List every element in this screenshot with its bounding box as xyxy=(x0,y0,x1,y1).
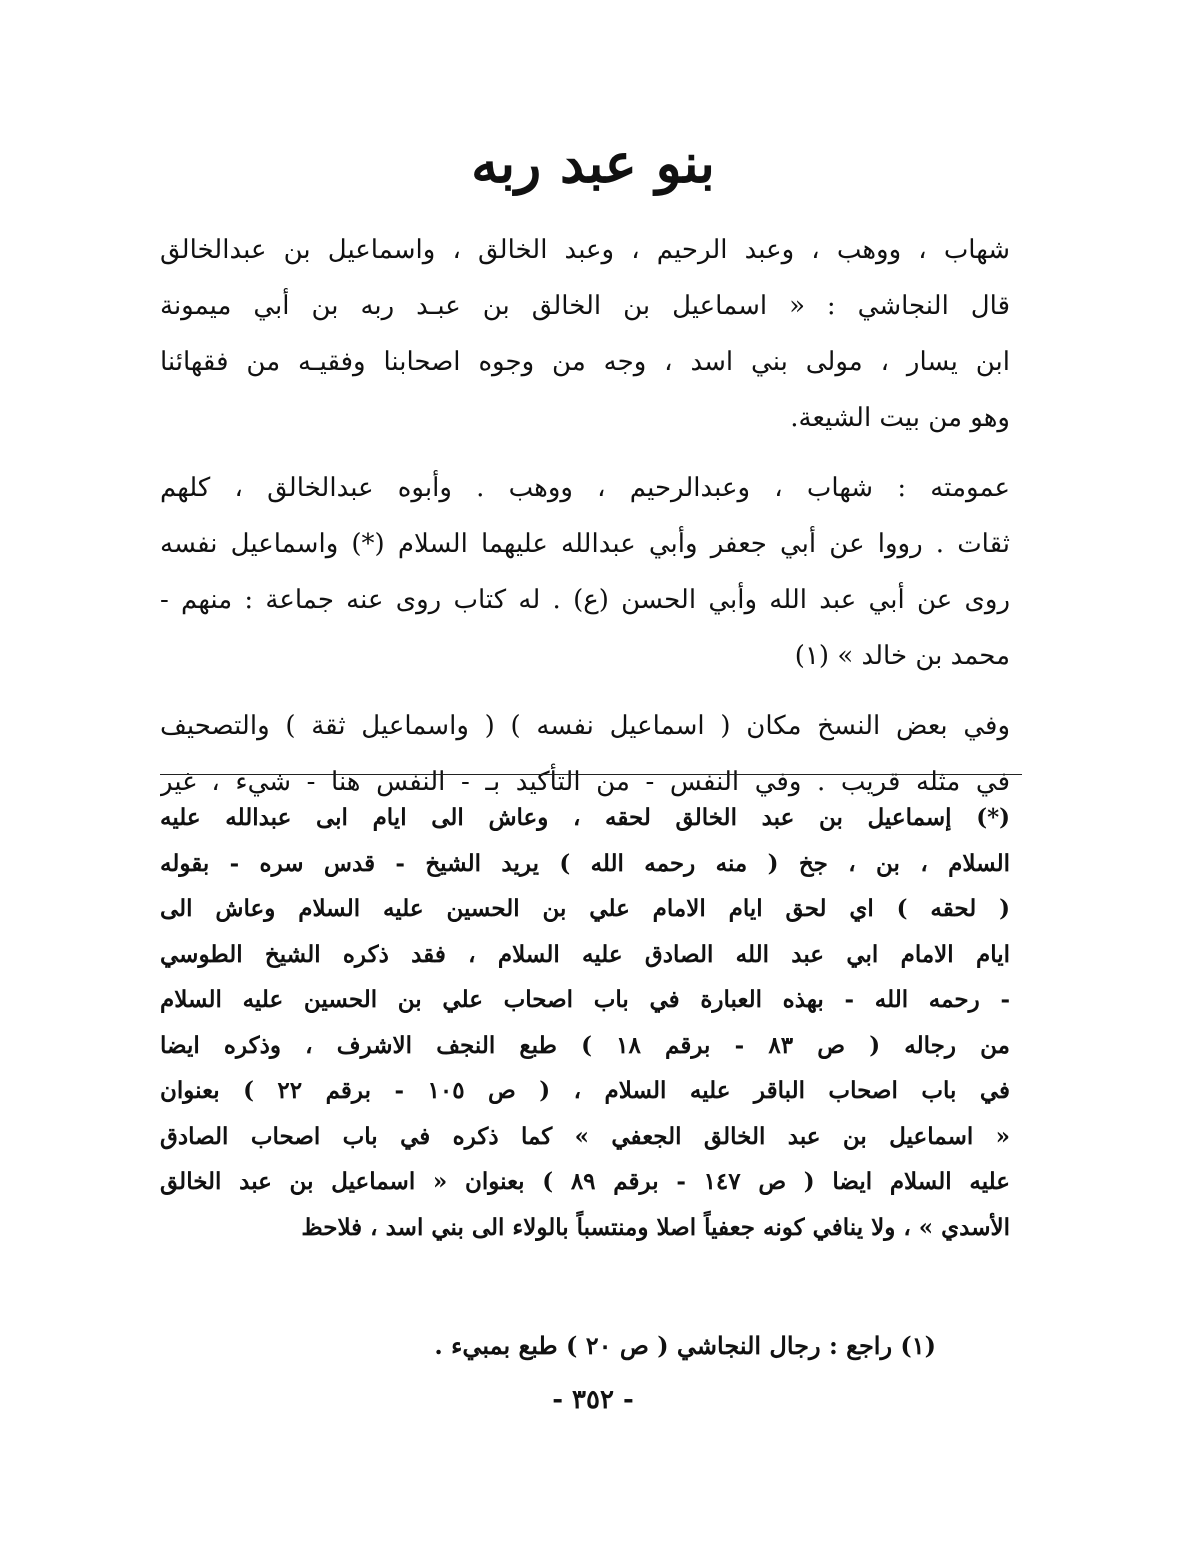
main-text xyxy=(160,222,1010,810)
footnote-line: ( لحقه ) اي لحق ايام الامام علي بن الحسين عليه السلام وعاش الى xyxy=(160,895,1010,922)
footnote-line: السلام ، بن ، جخ ( منه رحمه الله ) يريد الشيخ - قدس سره - بقوله xyxy=(160,849,1010,877)
text-line: ثقات . رووا عن أبي جعفر وأبي عبدالله عليهما السلام (*) واسماعيل نفسه xyxy=(160,529,1010,559)
footnote xyxy=(160,795,1010,1250)
footnote-reference: (١) راجع : رجال النجاشي ( ص ٢٠ ) طبع بمبيء . xyxy=(434,1331,936,1360)
footnote-line: « اسماعيل بن عبد الخالق الجعفي » كما ذكره في باب اصحاب الصادق xyxy=(160,1122,1010,1150)
text-line: عمومته : شهاب ، وعبدالرحيم ، ووهب . وأبوه عبدالخالق ، كلهم xyxy=(160,473,1010,503)
footnote-line: ايام الامام ابي عبد الله الصادق عليه السلام ، فقد ذكره الشيخ الطوسي xyxy=(160,940,1010,968)
page-title: بنو عبد ربه xyxy=(471,131,715,195)
text-line: وهو من بيت الشيعة. xyxy=(790,403,1010,433)
footnote-line: في باب اصحاب الباقر عليه السلام ، ( ص ١٠٥ - برقم ٢٢ ) بعنوان xyxy=(160,1077,1010,1104)
text-line: ابن يسار ، مولى بني اسد ، وجه من وجوه اصحابنا وفقيـه من فقهائنا xyxy=(160,347,1010,377)
text-line: قال النجاشي : « اسماعيل بن الخالق بن عبـد ربه بن أبي ميمونة xyxy=(160,291,1010,321)
text-line: وفي بعض النسخ مكان ( اسماعيل نفسه ) ( واسماعيل ثقة ) والتصحيف xyxy=(160,711,1010,741)
page-number: - ٣٥٢ - xyxy=(552,1385,634,1415)
footnote-line: الأسدي » ، ولا ينافي كونه جعفياً اصلا ومنتسباً بالولاء الى بني اسد ، فلاحظ xyxy=(301,1213,1010,1241)
text-line: محمد بن خالد » (١) xyxy=(794,641,1010,671)
text-line: روى عن أبي عبد الله وأبي الحسن (ع) . له كتاب روى عنه جماعة : منهم - xyxy=(160,585,1010,615)
footnote-line: - رحمه الله - بهذه العبارة في باب اصحاب علي بن الحسين عليه السلام xyxy=(160,986,1010,1013)
text-line: في مثله قريب . وفي النفس - من التأكيد بـ - النفس هنا - شيء ، غير xyxy=(160,767,1010,797)
footnote-divider xyxy=(160,774,1022,775)
text-line: شهاب ، ووهب ، وعبد الرحيم ، وعبد الخالق ، واسماعيل بن عبدالخالق xyxy=(160,235,1010,265)
footnote-line: من رجاله ( ص ٨٣ - برقم ١٨ ) طبع النجف الاشرف ، وذكره ايضا xyxy=(160,1031,1010,1059)
footnote-line: (*) إسماعيل بن عبد الخالق لحقه ، وعاش الى ايام ابى عبدالله عليه xyxy=(160,804,1010,831)
footnote-line: عليه السلام ايضا ( ص ١٤٧ - برقم ٨٩ ) بعنوان « اسماعيل بن عبد الخالق xyxy=(160,1168,1010,1195)
